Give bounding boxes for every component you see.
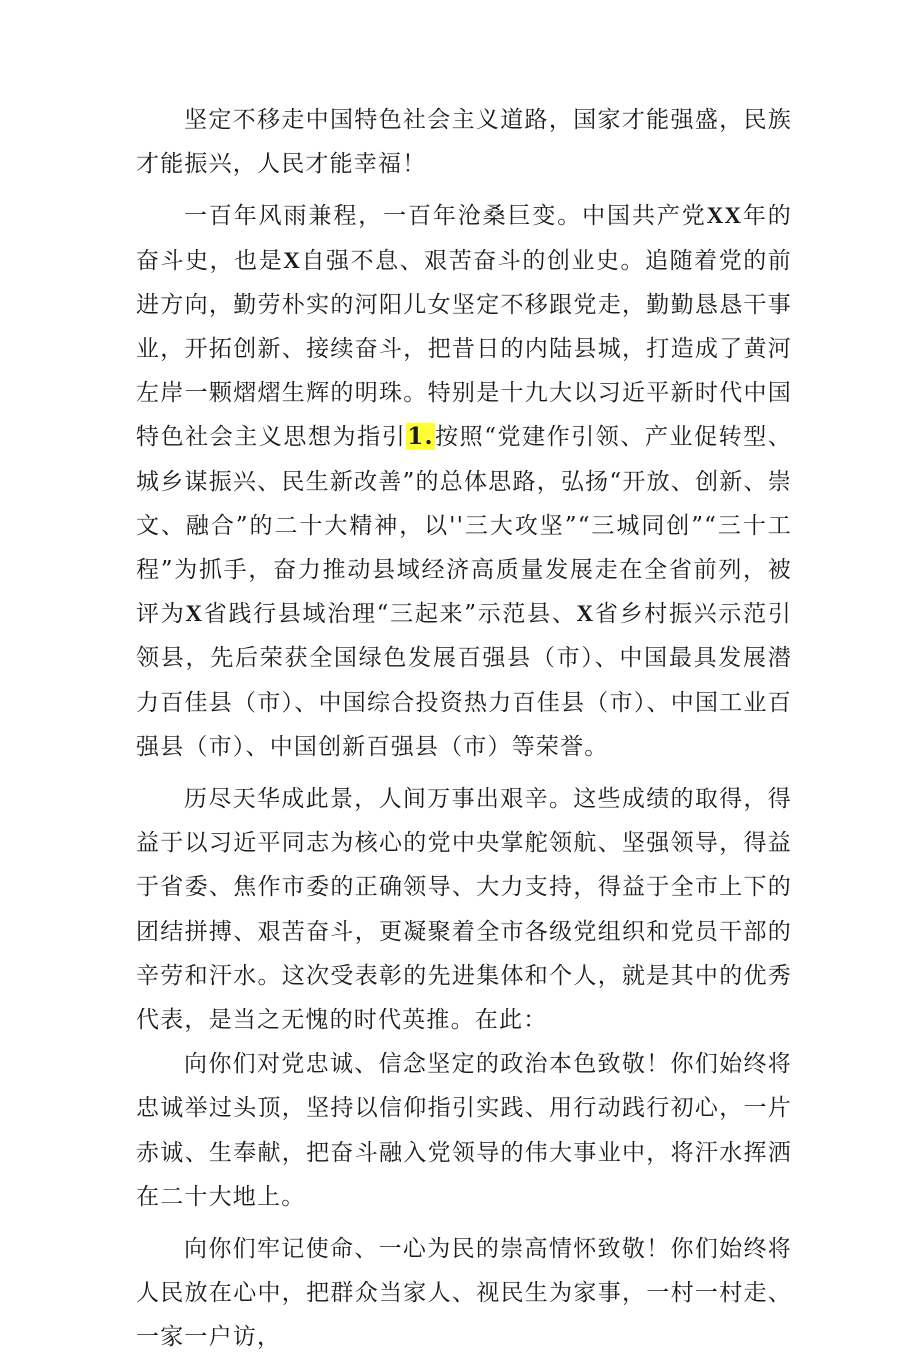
placeholder-x-2: X — [185, 601, 204, 627]
placeholder-xx: XX — [706, 203, 743, 229]
paragraph-2 — [136, 194, 792, 769]
paragraph-2-part3: 自强不息、艰苦奋斗的创业史。追随着党的前进方向，勤劳朴实的河阳儿女坚定不移跟党走，勤勤恳恳干事业，开拓创新、接续奋斗，把昔日的内陆县城，打造成了黄河左岸一颗熠熠生辉的明珠。特别是十九大以习近平新时代中国特色社会主义思想为指引 — [136, 247, 793, 451]
paragraph-3: 历尽天华成此景，人间万事出艰辛。这些成绩的取得，得益于以习近平同志为核心的党中央掌舵领航、坚强领导，得益于省委、焦作市委的正确领导、大力支持，得益于全市上下的团结拼搏、艰苦奋斗，更凝聚着全市各级党组织和党员干部的辛劳和汗水。这次受表彰的先进集体和个人，就是其中的优秀代表，是当之无愧的时代英推。在此： — [136, 786, 792, 1034]
paragraph-2-part1: 一百年风雨兼程，一百年沧桑巨变。中国共产党 — [184, 203, 707, 230]
placeholder-x-1: X — [283, 247, 302, 273]
placeholder-x-3: X — [576, 601, 595, 627]
paragraph-2-part5: 省践行县域治理“三起来”示范县、 — [203, 601, 577, 628]
paragraph-2-part4: 按照“党建作引领、产业促转型、城乡谋振兴、民生新改善”的总体思路，弘扬“开放、创新、崇文、融合”的二十大精神，以''三大攻坚”“三城同创”“三十工程”为抓手，奋力推动县域经济高质量发展走在全省前列，被评为 — [136, 424, 792, 628]
document-body — [136, 98, 792, 1360]
paragraph-1: 坚定不移走中国特色社会主义道路，国家才能强盛，民族才能振兴，人民才能幸福！ — [136, 107, 792, 178]
paragraph-4: 向你们对党忠诚、信念坚定的政治本色致敬！你们始终将忠诚举过头顶，坚持以信仰指引实践、用行动践行初心，一片赤诚、生奉献，把奋斗融入党领导的伟大事业中，将汗水挥洒在二十大地上。 — [136, 1051, 792, 1210]
highlighted-marker: 1. — [407, 423, 434, 451]
paragraph-2-part2: 年的奋斗史，也是 — [136, 203, 793, 274]
paragraph-2-part6: 省乡村振兴示范引领县，先后荣获全国绿色发展百强县（市）、中国最具发展潜力百佳县（市）、中国综合投资热力百佳县（市）、中国工业百强县（市）、中国创新百强县（市）等荣誉。 — [136, 601, 793, 760]
paragraph-5: 向你们牢记使命、一心为民的崇高情怀致敬！你们始终将人民放在心中，把群众当家人、视民生为家事，一村一村走、一家一户访， — [136, 1236, 792, 1351]
